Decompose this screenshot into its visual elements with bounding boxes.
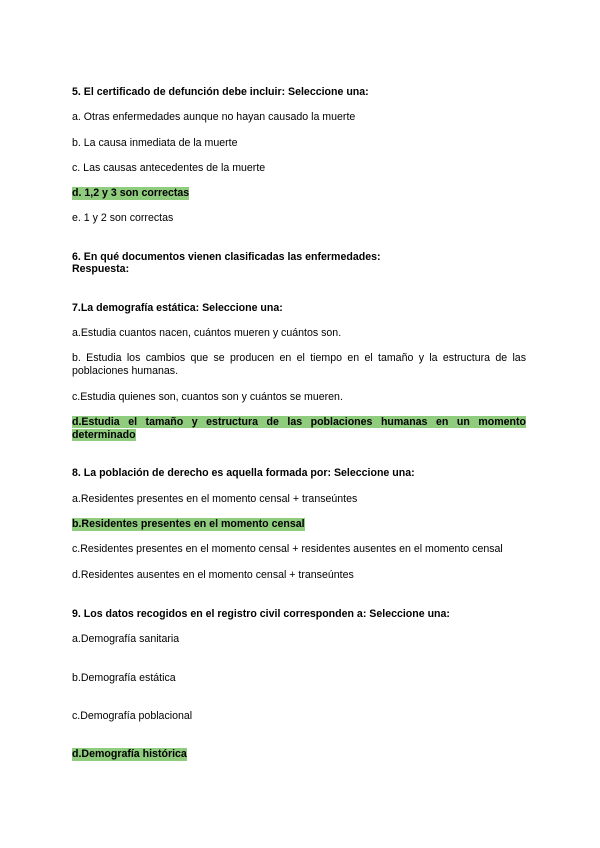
question-6: 6. En qué documentos vienen clasificadas las enfermedades: bbox=[72, 251, 381, 263]
q9-option-a: a.Demografía sanitaria bbox=[72, 633, 180, 645]
q8-option-a: a.Residentes presentes en el momento censal + transeúntes bbox=[72, 493, 358, 505]
q6-answer-label: Respuesta: bbox=[72, 263, 130, 275]
q5-option-b: b. La causa inmediata de la muerte bbox=[72, 137, 238, 149]
q9-option-b: b.Demografía estática bbox=[72, 672, 176, 684]
q7-option-c: c.Estudia quienes son, cuantos son y cuántos se mueren. bbox=[72, 391, 343, 403]
q5-option-c: c. Las causas antecedentes de la muerte bbox=[72, 162, 266, 174]
q8-option-c: c.Residentes presentes en el momento censal + residentes ausentes en el momento censal bbox=[72, 543, 503, 555]
q8-option-b-correct: b.Residentes presentes en el momento censal bbox=[72, 518, 305, 530]
q5-option-e: e. 1 y 2 son correctas bbox=[72, 212, 174, 224]
q7-option-a: a.Estudia cuantos nacen, cuántos mueren y cuántos son. bbox=[72, 327, 342, 339]
q5-option-d-correct: d. 1,2 y 3 son correctas bbox=[72, 187, 190, 199]
question-5: 5. El certificado de defunción debe incluir: Seleccione una: bbox=[72, 86, 369, 98]
q7-option-d-correct bbox=[72, 416, 526, 442]
question-9: 9. Los datos recogidos en el registro civil corresponden a: Seleccione una: bbox=[72, 608, 450, 620]
question-7: 7.La demografía estática: Seleccione una: bbox=[72, 302, 283, 314]
q8-option-d: d.Residentes ausentes en el momento censal + transeúntes bbox=[72, 569, 354, 581]
q9-option-d-correct: d.Demografía histórica bbox=[72, 748, 187, 760]
question-8: 8. La población de derecho es aquella formada por: Seleccione una: bbox=[72, 467, 415, 479]
q7-option-b: b. Estudia los cambios que se producen en el tiempo en el tamaño y la estructura de las poblaciones humanas. bbox=[72, 352, 526, 377]
q7-option-d-text: d.Estudia el tamaño y estructura de las poblaciones humanas en un momento determinado bbox=[72, 416, 526, 441]
q5-option-a: a. Otras enfermedades aunque no hayan causado la muerte bbox=[72, 111, 356, 123]
q9-option-c: c.Demografía poblacional bbox=[72, 710, 193, 722]
